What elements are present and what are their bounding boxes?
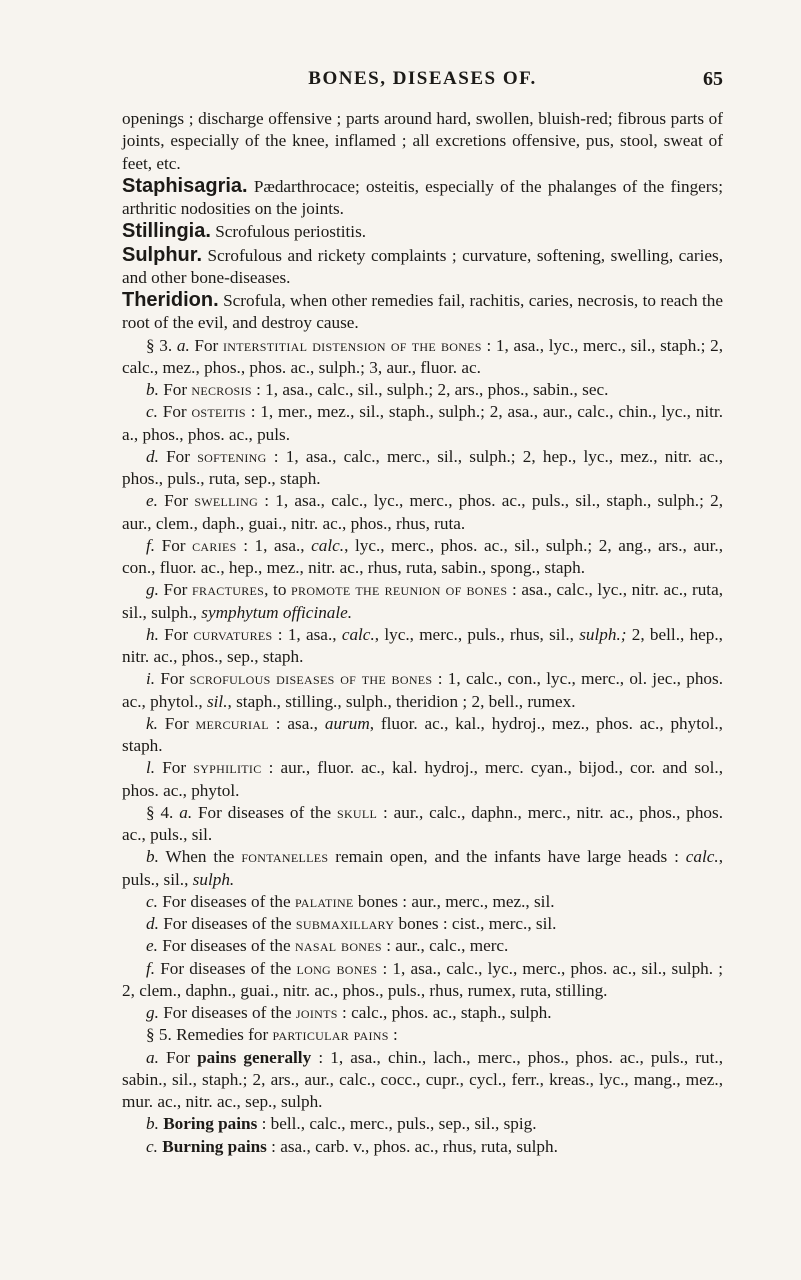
text-run: For diseases of the [157,936,295,956]
italic-text: d. [146,446,159,466]
text-run: For diseases of the [158,1003,296,1022]
italic-text: l. [146,758,156,778]
text-run: Scrofulous and rickety complaints ; curvature, softening, swelling, caries, and other bone-diseases. [122,245,723,287]
remedy-name: Staphisagria. [122,174,248,197]
small-caps-term: softening [197,446,267,466]
paragraph [122,668,723,713]
small-caps-term: palatine [294,891,354,911]
text-run: For [158,624,194,644]
text-run: , staph., stilling., sulph., theridion ; 2, bell., rumex. [227,691,576,711]
small-caps-term: scrofulous diseases of the bones [189,669,433,689]
paragraph [122,108,723,175]
text-run: When the [158,847,242,867]
page-number: 65 [703,68,723,90]
paragraph [122,244,723,290]
text-run: For [158,580,193,600]
italic-text: sulph. [192,869,235,889]
small-caps-term: swelling [194,491,259,511]
text-run: : 1, asa., calc., sil., sulph.; 2, ars., phos., sabin., sec. [251,380,609,399]
text-run: For [155,758,194,778]
text-run: : bell., calc., merc., puls., sep., sil., spig. [257,1114,537,1134]
text-run: § 4. [146,802,180,822]
text-run: : aur., fluor. ac., kal. hydroj., merc. cyan., bijod., cor. and sol., phos. ac., phytol. [122,758,723,800]
italic-text: sulph.; [579,624,627,644]
italic-text: i. [146,669,156,689]
paragraph [122,846,723,891]
text-run: For [155,535,193,555]
text-run: : [388,1025,398,1045]
remedy-name: Theridion. [122,289,219,311]
text-run: : 1, asa., [236,535,312,555]
paragraph [122,913,723,935]
italic-text: d. [146,914,159,933]
text-run: For [157,402,192,422]
italic-text: calc. [311,535,345,555]
text-run: : aur., calc., daphn., merc., nitr. ac., phos., phos. ac., puls., sil. [122,802,724,844]
italic-text: g. [146,580,159,600]
paragraph [122,1136,723,1158]
italic-text: g. [146,1003,159,1022]
small-caps-term: necrosis [191,380,252,399]
text-run: For [158,380,192,399]
small-caps-term: skull [336,802,378,822]
small-caps-term: promote the reunion of bones [291,580,508,600]
italic-text: e. [146,491,158,511]
text-run: , fluor. ac., kal., hydroj., mez., phos. ac., phytol., staph. [122,713,723,755]
italic-text: f. [146,535,156,555]
small-caps-term: syphilitic [193,758,262,778]
paragraph [122,220,723,243]
paragraph [122,401,723,446]
italic-text: symphytum officinale. [201,602,353,622]
text-run: For [157,491,195,511]
paragraph [122,802,723,847]
paragraph [122,175,723,221]
italic-text: sil. [206,691,228,711]
paragraph [122,757,723,802]
text-run: : aur., calc., merc. [381,936,509,956]
text-run: : 1, asa., calc., merc., sil., sulph.; 2, hep., lyc., mez., nitr. ac., phos., puls., ruta, sep., staph. [122,446,723,488]
small-caps-term: nasal bones [294,936,382,956]
small-caps-term: submaxillary [295,914,395,933]
text-run: For [158,1047,198,1067]
small-caps-term: interstitial distension of the bones [222,335,482,355]
small-caps-term: caries [192,535,237,555]
remedy-name: Stillingia. [122,220,211,243]
paragraph [122,289,723,335]
page-header [122,68,723,98]
text-run: For [155,669,190,689]
text-run: , lyc., merc., puls., rhus, sil., [374,624,580,644]
italic-text: calc. [685,847,719,867]
italic-text: b. [146,380,159,399]
text-run: Scrofulous periostitis. [210,222,367,242]
italic-text: f. [146,958,156,978]
text-run: For diseases of the [157,891,295,911]
text-run: : asa., [268,713,325,733]
text-run: : asa., calc., lyc., nitr. ac., ruta, sil., sulph., [122,580,724,622]
body-text [122,108,723,1158]
text-run: For [157,713,196,733]
text-run: , to [264,580,292,600]
paragraph [122,535,723,580]
text-run: For diseases of the [158,914,296,933]
italic-text: aurum [324,713,370,733]
text-run: : asa., carb. v., phos. ac., rhus, ruta, sulph. [266,1136,558,1156]
text-run: : 1, asa., chin., lach., merc., phos., phos. ac., puls., rut., sabin., sil., staph.; 2, ars., aur., calc., cocc., cupr., cycl., ferr., kreas., lyc., mang., mez., mur. ac., nitr. ac., sep., sulph. [122,1047,723,1111]
small-caps-term: fontanelles [241,847,329,867]
paragraph [122,490,723,535]
paragraph [122,446,723,491]
italic-text: c. [146,402,158,422]
bold-term: Boring pains [163,1114,258,1134]
text-run: Pædarthrocace; osteitis, especially of the phalanges of the fingers; arthritic nodosities on the joints. [122,176,723,218]
paragraph [122,624,723,669]
text-run: : 1, asa., calc., lyc., merc., phos. ac., puls., sil., staph., sulph.; 2, aur., clem., daph., guai., nitr. ac., phos., rhus, ruta. [122,491,723,533]
italic-text: b. [146,1114,159,1134]
paragraph [122,1047,723,1114]
italic-text: a. [146,1047,159,1067]
paragraph [122,379,723,401]
italic-text: e. [146,936,158,956]
text-run: : calc., phos. ac., staph., sulph. [337,1003,552,1022]
text-run: 2, bell., hep., nitr. ac., phos., sep., staph. [122,624,723,666]
italic-text: k. [146,713,158,733]
small-caps-term: long bones [296,958,378,978]
italic-text: calc. [341,624,375,644]
bold-term: Burning pains [162,1136,267,1156]
paragraph [122,1024,723,1046]
paragraph [122,1113,723,1135]
text-run: § 3. [146,335,177,355]
paragraph [122,958,723,1003]
text-run: openings ; discharge offensive ; parts around hard, swollen, bluish-red; fibrous parts of joints, especially of the knee, inflamed ; all excretions offensive, pus, stool, sweat of feet, etc. [122,109,723,173]
text-run: For diseases of the [155,958,297,978]
text-run: remain open, and the infants have large heads : [328,847,686,867]
italic-text: c. [146,1136,158,1156]
text-run: : 1, calc., con., lyc., merc., ol. jec., phos. ac., phytol., [122,669,723,711]
small-caps-term: curvatures [193,624,273,644]
italic-text: b. [146,847,159,867]
text-run: For [158,446,198,466]
paragraph [122,1002,723,1024]
paragraph [122,935,723,957]
bold-term: pains generally [197,1047,312,1067]
text-run: § 5. Remedies for [146,1025,273,1045]
text-run: bones : cist., merc., sil. [394,914,557,933]
text-run: For diseases of the [192,802,337,822]
text-run: , lyc., merc., phos. ac., sil., sulph.; 2, ang., ars., aur., con., fluor. ac., hep., mez., nitr. ac., rhus, ruta, sabin., spong., staph. [122,535,723,577]
paragraph [122,579,723,624]
paragraph [122,713,723,758]
small-caps-term: joints [295,1003,338,1022]
small-caps-term: mercurial [195,713,269,733]
text-run: : 1, asa., [272,624,342,644]
remedy-name: Sulphur. [122,243,202,266]
small-caps-term: osteitis [191,402,246,422]
italic-text: a. [179,802,193,822]
paragraph [122,891,723,913]
text-run: , puls., sil., [122,847,723,889]
italic-text: h. [146,624,159,644]
running-head: BONES, DISEASES OF. [308,68,537,89]
italic-text: a. [176,335,190,355]
text-run: Scrofula, when other remedies fail, rachitis, caries, necrosis, to reach the root of the evil, and destroy cause. [122,291,723,333]
text-run: For [189,335,223,355]
text-run: : 1, mer., mez., sil., staph., sulph.; 2, asa., aur., calc., chin., lyc., nitr. a., phos., phos. ac., puls. [122,402,723,444]
paragraph [122,335,723,380]
small-caps-term: fractures [192,580,265,600]
text-run: : 1, asa., calc., lyc., merc., phos. ac., sil., sulph. ; 2, clem., daphn., guai., nitr. ac., phos., puls., rhus, rumex, ruta, stilling. [122,958,723,1000]
text-run: : 1, asa., lyc., merc., sil., staph.; 2, calc., mez., phos., phos. ac., sulph.; 3, aur., fluor. ac. [122,335,724,377]
small-caps-term: particular pains [272,1025,389,1045]
italic-text: c. [146,891,158,911]
text-run: bones : aur., merc., mez., sil. [353,891,555,911]
